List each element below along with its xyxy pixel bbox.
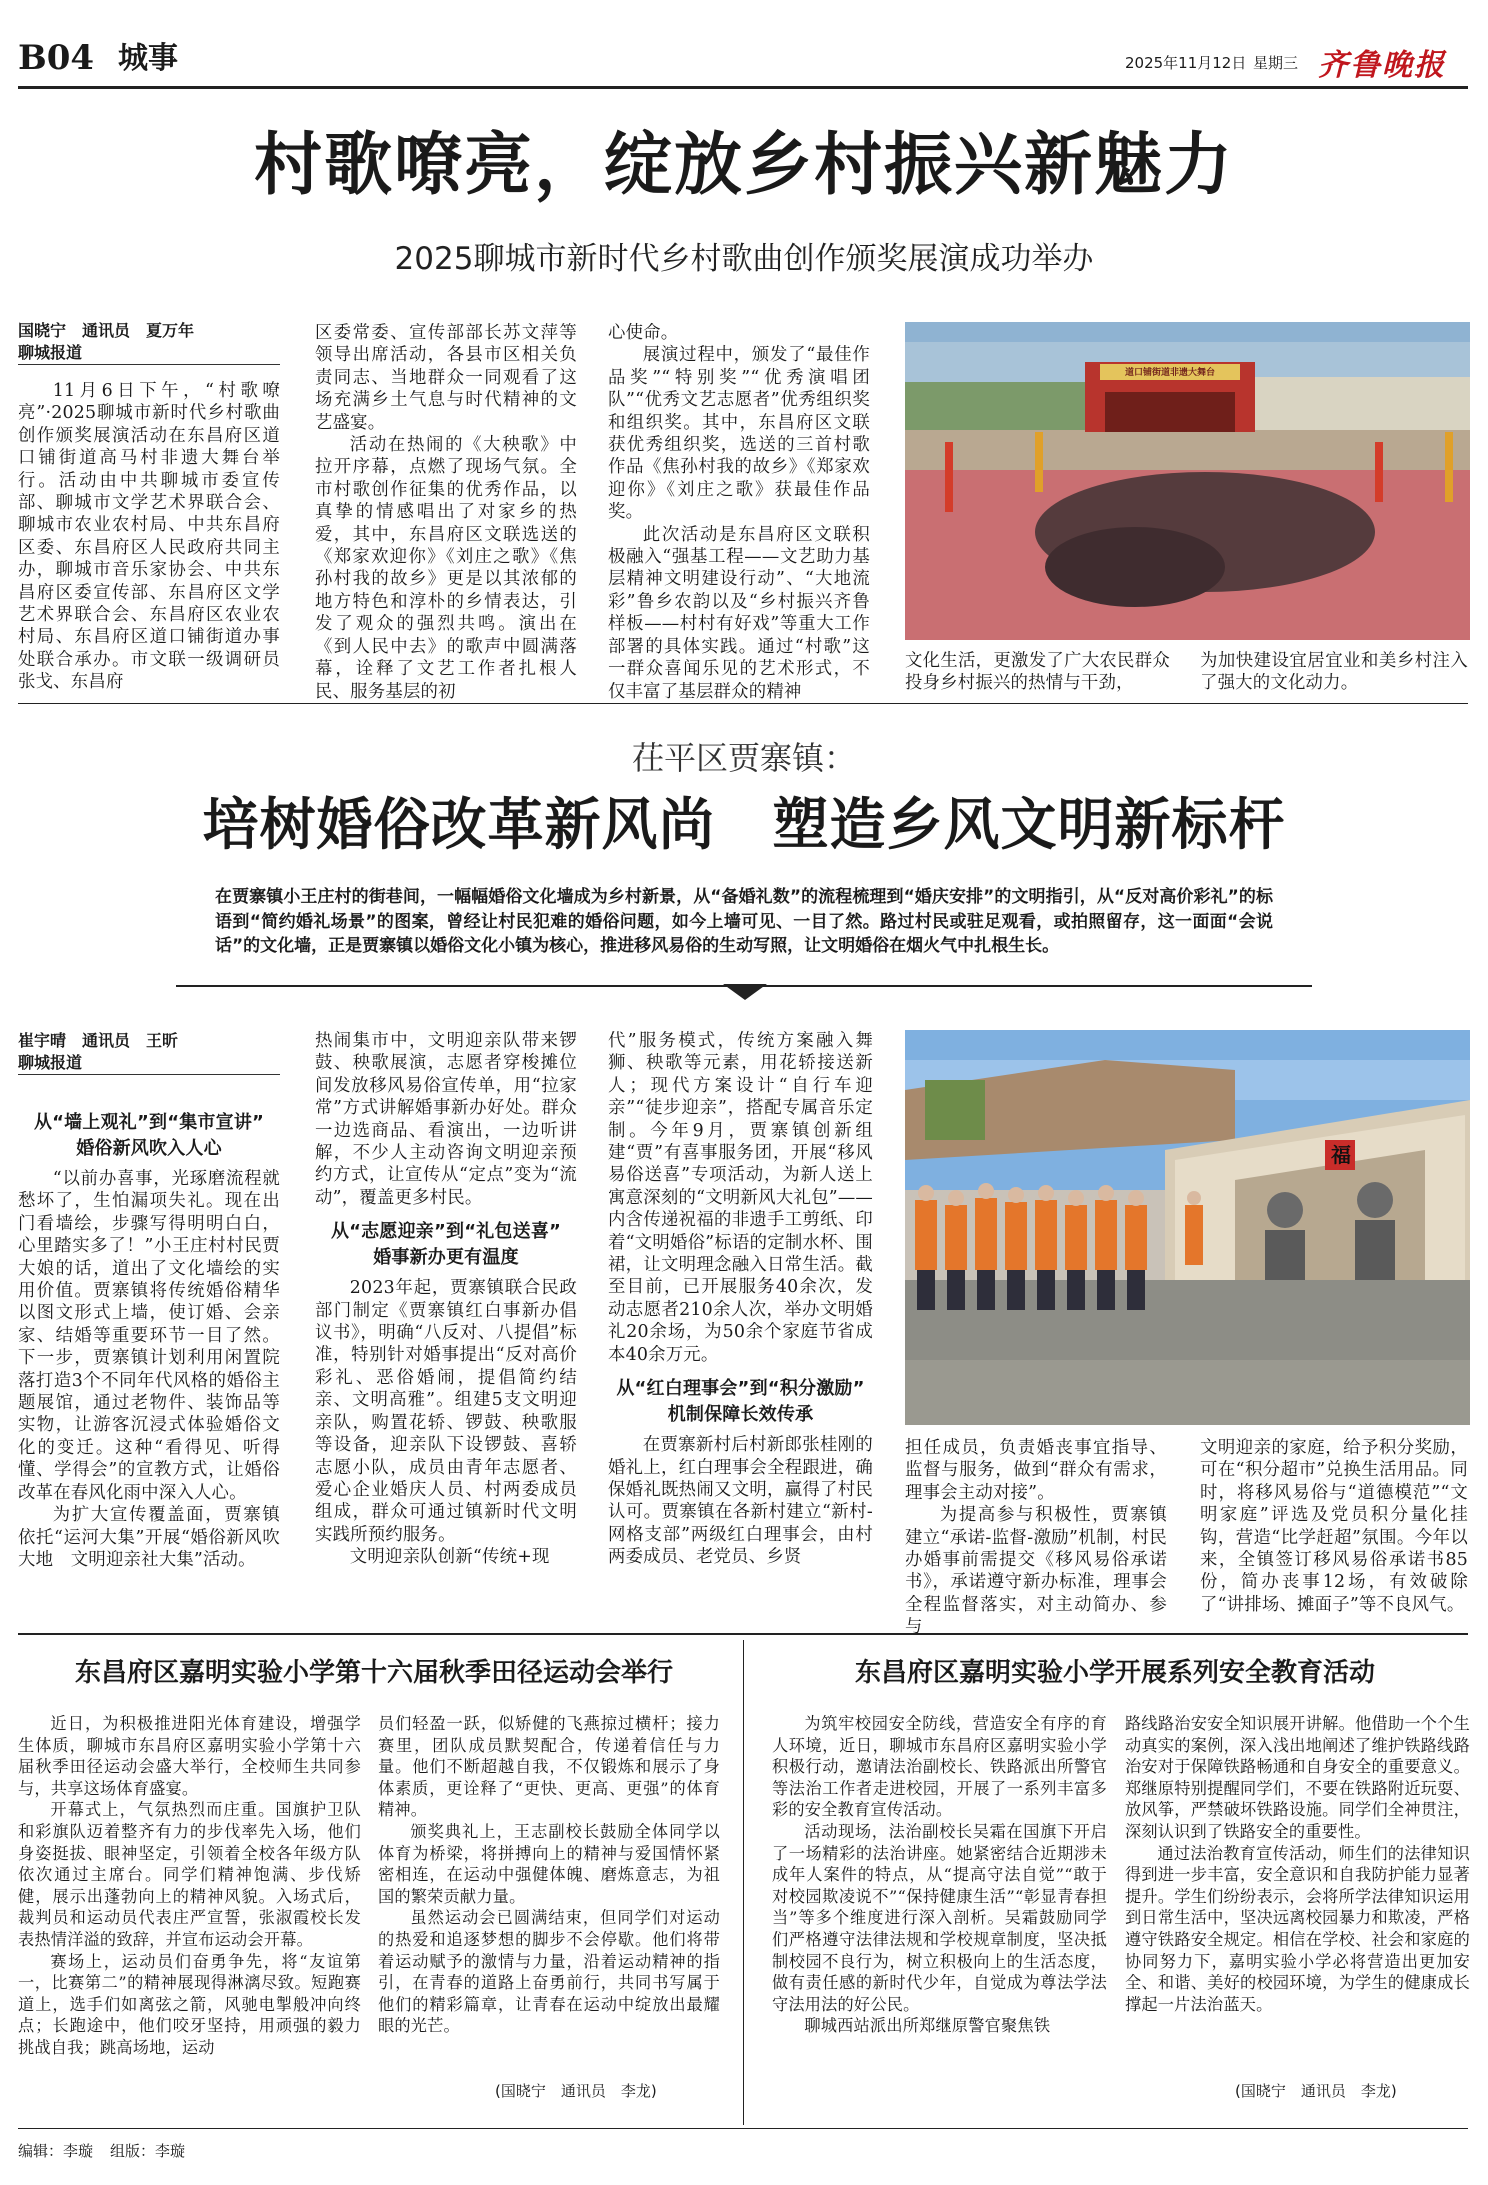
wedding-culture-wall-photo [905,1030,1470,1425]
weekday: 星期三 [1253,54,1299,72]
story2-headline: 培树婚俗改革新风尚 塑造乡风文明新标杆 [202,792,1286,858]
story2-subheading-3 [608,1376,873,1428]
story2-paragraph: 为提高参与积极性，贾寨镇建立“承诺-监督-激励”机制，村民办婚事前需提交《移风易俗承诺书》，承诺遵守新办标准，理事会全程监督落实，对主动简办、参与 [905,1505,1167,1638]
story4-paragraph: 为筑牢校园安全防线，营造安全有序的育人环境，近日，聊城市东昌府区嘉明实验小学积极行动，邀请法治副校长、铁路派出所警官等法治工作者走进校园，开展了一系列丰富多彩的安全教育宣传活动。 [772,1714,1107,1820]
story2-paragraph: 文明迎亲队创新“传统+现 [349,1547,550,1568]
story1-paragraph: 文化生活，更激发了广大农民群众投身乡村振兴的热情与干劲， [905,651,1170,694]
story3-paragraph: 虽然运动会已圆满结束，但同学们对运动的热爱和追逐梦想的脚步不会停歇。他们将带着运动赋予的激情与力量，沿着运动精神的指引，在青春的道路上奋勇前行，共同书写属于他们的精彩篇章，让青春在运动中绽放出最耀眼的光芒。 [378,1908,720,2036]
vertical-divider [743,1640,744,2125]
story2-column-1 [18,1100,280,1571]
story1-paragraph: 11月6日下午，“村歌嘹亮”·2025聊城市新时代乡村歌曲创作颁奖展演活动在东昌府区道口铺街道高马村非遗大舞台举行。活动由中共聊城市委宣传部、聊城市文学艺术界联合会、聊城市农业农村局、中共东昌府区委、东昌府区人民政府共同主办，聊城市音乐家协会、中共东昌府区委宣传部、东昌府区文学艺术界联合会、东昌府区农业农村局、东昌府区道口铺街道办事处联合承办。市文联一级调研员张戈、东昌府 [18,381,280,693]
story4-column-1 [772,1713,1107,2037]
story1-byline-reporters: 国晓宁 通讯员 夏万年 [18,321,195,340]
story1-paragraph: 活动在热闹的《大秧歌》中拉开序幕，点燃了现场气氛。全市村歌创作征集的优秀作品，以真挚的情感唱出了对家乡的热爱，其中，东昌府区文联选送的《郑家欢迎你》《刘庄之歌》《焦孙村我的故乡》更是以其浓郁的地方特色和淳朴的乡情表达，引发了观众的强烈共鸣。演出在《到人民中去》的歌声中圆满落幕，诠释了文艺工作者扎根人民、服务基层的初 [315,435,577,702]
story2-column-2 [315,1030,577,1569]
story1-column-1 [18,380,280,694]
page-number: B04 [18,38,95,78]
story4-paragraph: 聊城西站派出所郑继原警官聚焦铁 [804,2016,1051,2036]
story2-column-5 [1200,1437,1468,1616]
story1-paragraph: 此次活动是东昌府区文联积极融入“强基工程——文艺助力基层精神文明建设行动”、“大地流彩”鲁乡农韵以及“乡村振兴齐鲁样板——村村有好戏”等重大工作部署的具体实践。通过“村歌”这一群众喜闻乐见的艺术形式，不仅丰富了基层群众的精神 [608,524,870,702]
subheading-line: 婚俗新风吹入人心 [76,1138,222,1159]
story2-paragraph: 热闹集市中，文明迎亲队带来锣鼓、秧歌展演，志愿者穿梭摊位间发放移风易俗宣传单，用“拉家常”方式讲解婚事新办好处。群众一边选商品、看演出，一边听讲解，不少人主动咨询文明迎亲预约方式，让宣传从“定点”变为“流动”，覆盖更多村民。 [315,1031,577,1208]
paper-logo: 齐鲁晚报 [1318,48,1446,83]
story1-paragraph: 为加快建设宜居宜业和美乡村注入了强大的文化动力。 [1200,651,1468,694]
story4-credit: (国晓宁 通讯员 李龙) [1235,2082,1397,2100]
story2-subheading-1 [18,1110,280,1162]
wall-photo-illustration [905,1030,1470,1425]
story2-paragraph: “以前办喜事，光琢磨流程就愁坏了，生怕漏项失礼。现在出门看墙绘，步骤写得明明白白，心里踏实多了！”小王庄村村民贾大娘的话，道出了文化墙绘的实用价值。贾寨镇将传统婚俗精华以图文形式上墙，使订婚、会亲家、结婚等重要环节一目了然。下一步，贾寨镇计划利用闲置院落打造3个不同年代风格的婚俗主题展馆，通过老物件、装饰品等实物，让游客沉浸式体验婚俗文化的变迁。这种“看得见、听得懂、学得会”的宣教方式，让婚俗改革在春风化雨中深入人心。 [18,1169,280,1503]
story3-column-1 [18,1713,361,2059]
story2-subheading-2 [315,1219,577,1271]
story1-headline: 村歌嘹亮，绽放乡村振兴新魅力 [253,125,1234,205]
footer-layout: 组版：李璇 [110,2142,186,2160]
story2-paragraph: 文明迎亲的家庭，给予积分奖励，可在“积分超市”兑换生活用品。同时，将移风易俗与“道德模范”“文明家庭”评选及党员积分量化挂钩，营造“比学赶超”氛围。今年以来，全镇签订移风易俗承诺书85份，简办丧事12场，有效破除了“讲排场、摊面子”等不良风气。 [1200,1438,1468,1615]
story2-kicker: 茌平区贾寨镇： [631,739,856,777]
story1-paragraph: 心使命。 [608,323,679,343]
story2-paragraph: 在贾寨新村后村新郎张桂刚的婚礼上，红白理事会全程跟进，确保婚礼既热闹又文明，赢得了村民认可。贾寨镇在各新村建立“新村-网格支部”两级红白理事会，由村两委成员、老党员、乡贤 [608,1435,873,1568]
story4-column-2 [1125,1713,1470,2015]
story3-paragraph: 颁奖典礼上，王志副校长鼓励全体同学以体育为桥梁，将拼搏向上的精神与爱国情怀紧密相连，在运动中强健体魄、磨炼意志，为祖国的繁荣贡献力量。 [378,1821,720,1906]
story4-paragraph: 路线路治安安全知识展开讲解。他借助一个个生动真实的案例，深入浅出地阐述了维护铁路线路治安对于保障铁路畅通和自身安全的重要意义。郑继原特别提醒同学们，不要在铁路附近玩耍、放风筝，严禁破坏铁路设施。同学们全神贯注，深刻认识到了铁路安全的重要性。 [1125,1714,1470,1841]
story2-lede: 在贾寨镇小王庄村的街巷间，一幅幅婚俗文化墙成为乡村新景，从“备婚礼数”的流程梳理到“婚庆安排”的文明指引，从“反对高价彩礼”的标语到“简约婚礼场景”的图案，曾经让村民犯难的婚俗问题，如今上墙可见、一目了然。路过村民或驻足观看，或拍照留存，这一面面“会说话”的文化墙，正是贾寨镇以婚俗文化小镇为核心，推进移风易俗的生动写照，让文明婚俗在烟火气中扎根生长。 [215,887,1273,956]
footer-editor: 编辑：李璇 [18,2142,94,2160]
section-name: 城事 [118,41,178,76]
story2-paragraph: 为扩大宣传覆盖面，贾寨镇依托“运河大集”开展“婚俗新风吹大地 文明迎亲社大集”活动。 [18,1505,280,1570]
stage-performance-photo [905,322,1470,640]
subheading-line: 婚事新办更有温度 [373,1247,519,1269]
story3-paragraph: 员们轻盈一跃，似矫健的飞燕掠过横杆；接力赛里，团队成员默契配合，传递着信任与力量。他们不断超越自我，不仅锻炼和展示了身体素质，更诠释了“更快、更高、更强”的体育精神。 [378,1714,720,1820]
subheading-line: 从“墙上观礼”到“集市宣讲” [33,1112,265,1133]
story2-byline-reporters: 崔宇晴 通讯员 王昕 [18,1031,179,1050]
story1-photo-caption-right [1200,650,1468,695]
story-divider-2 [18,1633,1468,1635]
story1-photo-caption-left [905,650,1170,695]
lede-pointer-icon [723,984,767,1000]
story1-paragraph: 展演过程中，颁发了“最佳作品奖”“特别奖”“优秀演唱团队”“优秀文艺志愿者”优秀组织奖和组织奖。其中，东昌府区文联获优秀组织奖，选送的三首村歌作品《焦孙村我的故乡》《郑家欢迎你》《刘庄之歌》获最佳作品奖。 [608,345,870,523]
story2-paragraph: 代”服务模式，传统方案融入舞狮、秧歌等元素，用花轿接送新人；现代方案设计“自行车迎亲”“徒步迎亲”，搭配专属音乐定制。今年9月，贾寨镇创新组建“贾”有喜事服务团，开展“移风易俗送喜”专项活动，为新人送上寓意深刻的“文明新风大礼包”——内含传递祝福的非遗手工剪纸、印着“文明婚俗”标语的定制水杯、围裙，让文明理念融入日常生活。截至目前，已开展服务40余次，发动志愿者210余人次，举办文明婚礼20余场，为50余个家庭节省成本40余万元。 [608,1031,873,1365]
footer-rule [18,2128,1468,2129]
story1-byline [18,320,280,365]
stage-banner-text: 道口铺街道非遗大舞台 [1124,368,1215,378]
header-rule [18,86,1468,89]
story3-credit: (国晓宁 通讯员 李龙) [495,2082,657,2100]
story4-paragraph: 通过法治教育宣传活动，师生们的法律知识得到进一步丰富，安全意识和自我防护能力显著提升。学生们纷纷表示，会将所学法律知识运用到日常生活中，坚决远离校园暴力和欺凌，严格遵守铁路安全规定。相信在学校、社会和家庭的协同努力下，嘉明实验小学必将营造出更加安全、和谐、美好的校园环境，为学生的健康成长撑起一片法治蓝天。 [1125,1843,1470,2014]
issue-date: 2025年11月12日 [1125,54,1247,72]
story1-column-2 [315,322,577,703]
story1-subheadline: 2025聊城市新时代乡村歌曲创作颁奖展演成功举办 [394,241,1094,277]
story3-paragraph: 开幕式上，气氛热烈而庄重。国旗护卫队和彩旗队迈着整齐有力的步伐率先入场，他们身姿挺拔、眼神坚定，引领着全校各年级方队依次通过主席台。同学们精神饱满、步伐矫健，展示出蓬勃向上的精神风貌。入场式后，裁判员和运动员代表庄严宣誓，张淑霞校长发表热情洋溢的致辞，并宣布运动会开幕。 [18,1800,361,1949]
story4-headline: 东昌府区嘉明实验小学开展系列安全教育活动 [854,1658,1375,1688]
story1-paragraph: 区委常委、宣传部部长苏文萍等领导出席活动，各县市区相关负责同志、当地群众一同观看了这场充满乡土气息与时代精神的文艺盛宴。 [315,323,577,433]
story-divider-1 [18,703,1468,704]
subheading-line: 从“红白理事会”到“积分激励” [616,1378,865,1400]
subheading-line: 从“志愿迎亲”到“礼包送喜” [330,1221,562,1243]
story2-byline [18,1030,280,1075]
story1-byline-dateline: 聊城报道 [18,342,280,365]
story2-paragraph: 担任成员，负责婚丧事宜指导、监督与服务，做到“群众有需求，理事会主动对接”。 [905,1438,1167,1503]
wall-fu-character: 福 [1331,1143,1351,1167]
story2-column-3 [608,1030,873,1569]
story3-paragraph: 赛场上，运动员们奋勇争先，将“友谊第一，比赛第二”的精神展现得淋漓尽致。短跑赛道上，选手们如离弦之箭，风驰电掣般冲向终点；长跑途中，他们咬牙坚持，用顽强的毅力挑战自我；跳高场地，运动 [18,1951,361,2057]
story3-column-2 [378,1713,720,2037]
story1-column-3 [608,322,870,703]
story2-paragraph: 2023年起，贾寨镇联合民政部门制定《贾寨镇红白事新办倡议书》，明确“八反对、八提倡”标准，特别针对婚事提出“反对高价彩礼、恶俗婚闹，提倡简约结亲、文明高雅”。组建5支文明迎亲队，购置花轿、锣鼓、秧歌服等设备，迎亲队下设锣鼓、喜轿志愿小队，成员由青年志愿者、爱心企业婚庆人员、村两委成员组成，群众可通过镇新时代文明实践所预约服务。 [315,1278,577,1545]
story3-paragraph: 近日，为积极推进阳光体育建设，增强学生体质，聊城市东昌府区嘉明实验小学第十六届秋季田径运动会盛大举行，全校师生共同参与，共享这场体育盛宴。 [18,1714,361,1798]
story2-byline-dateline: 聊城报道 [18,1052,280,1075]
subheading-line: 机制保障长效传承 [667,1404,814,1426]
story4-paragraph: 活动现场，法治副校长吴霜在国旗下开启了一场精彩的法治讲座。她紧密结合近期涉未成年人案件的特点，从“提高守法自觉”“敢于对校园欺凌说不”“保持健康生活”“彰显青春担当”等多个维度进行深入剖析。吴霜鼓励同学们严格遵守法律法规和学校规章制度，坚决抵制校园不良行为，树立积极向上的生活态度，做有责任感的新时代少年，自觉成为尊法学法守法用法的好公民。 [772,1821,1107,2014]
story3-headline: 东昌府区嘉明实验小学第十六届秋季田径运动会举行 [74,1658,673,1688]
story2-column-4 [905,1437,1167,1639]
